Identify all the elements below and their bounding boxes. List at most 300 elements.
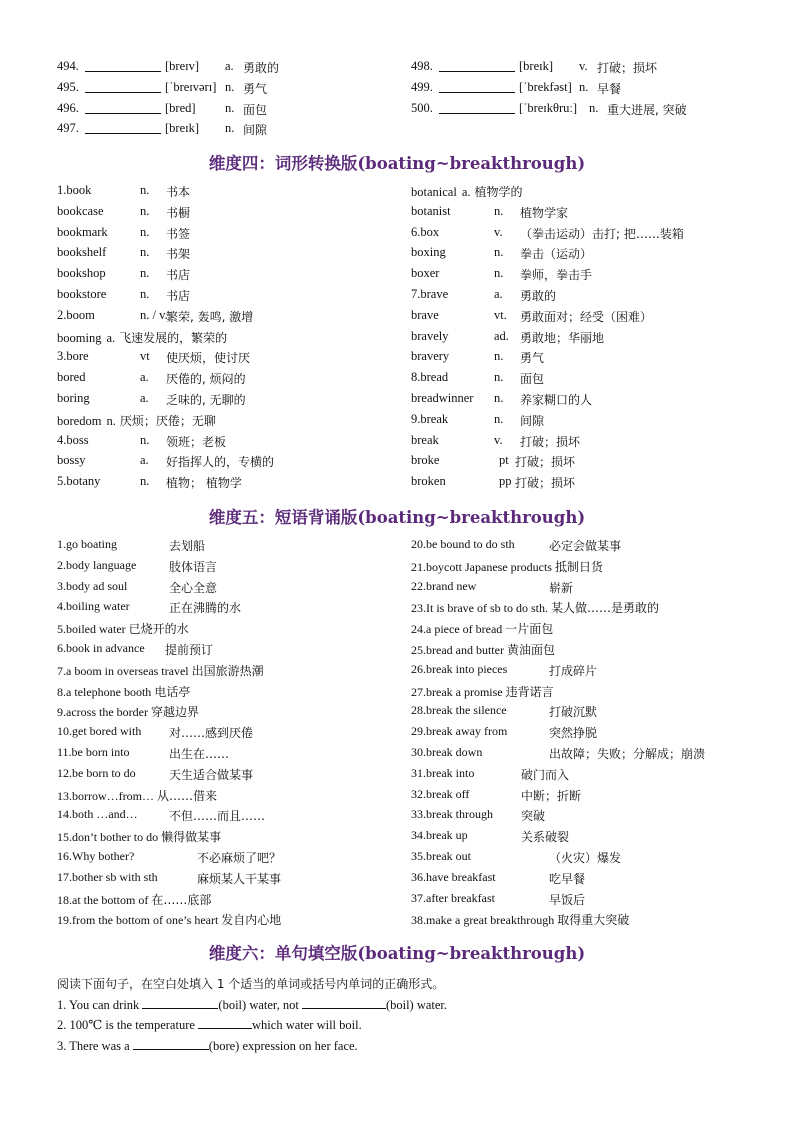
- phrase-english: 17.bother sb with sth: [57, 869, 158, 884]
- vocab-row: [57, 80, 407, 101]
- phrase-row: [411, 620, 761, 641]
- phrase-chinese: 违背诺言: [505, 684, 554, 699]
- phrase-row: [57, 870, 407, 891]
- phrase-row: [57, 724, 407, 745]
- exercise-instruction: 阅读下面句子，在空白处填入 1 个适当的单词或括号内单词的正确形式。: [57, 977, 445, 991]
- word-family-row: [57, 474, 407, 495]
- word: 9.break: [411, 411, 449, 426]
- meaning: 养家糊口的人: [520, 392, 593, 407]
- meaning: 拳击（运动）: [520, 247, 593, 262]
- answer-blank[interactable]: [85, 80, 161, 93]
- phrase-chinese: 突然挣脱: [549, 726, 598, 741]
- phrase-english: 27.break a promise: [411, 684, 503, 699]
- meaning: 拳师，拳击手: [520, 268, 593, 283]
- phrase-chinese: 出生在……: [169, 746, 230, 761]
- phrase-chinese: 某人做……是勇敢的: [551, 601, 660, 616]
- fill-in-exercise: [57, 975, 447, 1057]
- word: boring: [57, 390, 90, 405]
- word: boxing: [411, 245, 446, 260]
- word: boxer: [411, 266, 440, 281]
- phrase-english: 25.bread and butter: [411, 642, 504, 657]
- phrase-chinese: 提前预订: [165, 642, 214, 657]
- meaning: 书架: [166, 247, 191, 262]
- entry-number: 498.: [411, 59, 433, 73]
- word-family-row: [57, 433, 407, 454]
- part-of-speech: ad.: [494, 328, 509, 343]
- phrase-row: [411, 599, 761, 620]
- phrase-row: [411, 537, 761, 558]
- entry-number: 497.: [57, 121, 79, 136]
- phrase-row: [411, 558, 761, 579]
- meaning: 勇敢的: [243, 61, 280, 75]
- meaning: 书店: [166, 268, 191, 283]
- meaning: 厌倦的, 烦闷的: [166, 372, 246, 387]
- question-3-text-b: (bore) expression on her face.: [208, 1038, 358, 1053]
- word: 7.brave: [411, 286, 449, 301]
- phrase-english: 22.brand new: [411, 578, 477, 593]
- word-family-row: [411, 370, 761, 391]
- part-of-speech: n.: [494, 245, 504, 260]
- entry-number: 494.: [57, 59, 79, 73]
- word: botanist: [411, 203, 451, 218]
- phonetic: [ˈbrekfəst]: [519, 79, 572, 94]
- meaning: 植物学家: [520, 205, 569, 220]
- word: bookshop: [57, 266, 106, 281]
- meaning: 勇气: [520, 351, 545, 366]
- meaning: 好指挥人的，专横的: [166, 455, 275, 470]
- phrase-row: [411, 641, 761, 662]
- meaning: 间隙: [243, 123, 268, 138]
- section-5-title: 维度五：短语背诵版(boating~breakthrough): [208, 508, 586, 527]
- phrase-english: 29.break away from: [411, 724, 508, 739]
- part-of-speech: n.: [140, 266, 150, 281]
- vocab-row: [411, 59, 761, 80]
- phonetic: [breɪv]: [165, 59, 200, 73]
- phrase-row: [57, 745, 407, 766]
- word: bookcase: [57, 203, 104, 218]
- answer-blank[interactable]: [85, 121, 161, 134]
- meaning: 书橱: [166, 205, 191, 220]
- phrase-row: [411, 745, 761, 766]
- word: bookshelf: [57, 245, 107, 260]
- part-of-speech: n.: [140, 183, 150, 197]
- phrase-row: [57, 537, 407, 558]
- meaning: 乏味的, 无聊的: [166, 392, 246, 407]
- phrase-chinese: 电话亭: [154, 684, 191, 699]
- meaning: 领班；老板: [166, 434, 227, 449]
- phrase-row: [57, 662, 407, 683]
- phonetic: [breɪk]: [165, 121, 200, 136]
- meaning: 厌烦；厌倦；无聊: [119, 413, 216, 428]
- part-of-speech: n.: [494, 349, 504, 364]
- phrase-english: 16.Why bother?: [57, 848, 135, 863]
- phrase-row: [57, 683, 407, 704]
- word: break: [411, 432, 439, 447]
- phonetic: [ˈbreɪvərɪ]: [165, 79, 217, 94]
- phrase-row: [411, 911, 761, 932]
- part-of-speech: n.: [225, 79, 235, 94]
- phrase-english: 5.boiled water: [57, 622, 126, 637]
- question-2-text-a: 2. 100℃ is the temperature: [57, 1018, 195, 1033]
- part-of-speech: n.: [589, 100, 599, 115]
- part-of-speech: a.: [140, 390, 149, 405]
- vocab-table-left: [57, 59, 407, 142]
- phrase-chinese: 从……借来: [156, 788, 217, 803]
- part-of-speech: a.: [225, 59, 234, 73]
- phrase-row: [411, 787, 761, 808]
- phrase-english: 33.break through: [411, 807, 493, 822]
- word: 3.bore: [57, 349, 89, 364]
- word-family-row: [57, 329, 407, 350]
- phonetic: [bred]: [165, 100, 196, 115]
- word-family-row: [57, 453, 407, 474]
- entry-number: 500.: [411, 100, 433, 115]
- word: brave: [411, 307, 439, 322]
- phrase-chinese: 打成碎片: [549, 663, 598, 678]
- phrase-chinese: 出故障；失败；分解成；崩溃: [549, 746, 706, 761]
- phrase-english: 12.be born to do: [57, 765, 136, 780]
- word-family-row: [411, 266, 761, 287]
- meaning: 间隙: [520, 413, 545, 428]
- phrase-row: [411, 870, 761, 891]
- section-5-left: [57, 537, 407, 932]
- meaning: 勇敢地；华丽地: [520, 330, 605, 345]
- word-family-row: [411, 391, 761, 412]
- part-of-speech: a.: [461, 185, 471, 199]
- phrase-chinese: 已烧开的水: [128, 622, 189, 637]
- vocab-row: [411, 101, 761, 122]
- phrase-chinese: 穿越边界: [150, 705, 199, 720]
- word-family-row: [57, 245, 407, 266]
- word-family-row: [57, 183, 407, 204]
- part-of-speech: a.: [140, 453, 149, 468]
- phrase-english: 3.body ad soul: [57, 578, 128, 593]
- part-of-speech: n.: [225, 121, 235, 136]
- meaning: 勇气: [243, 81, 268, 96]
- phrase-english: 4.boiling water: [57, 599, 130, 614]
- phrase-row: [411, 662, 761, 683]
- word: 1.book: [57, 183, 92, 197]
- meaning: 书签: [166, 226, 191, 241]
- meaning: 使厌烦，使讨厌: [166, 351, 251, 366]
- question-1-text-a: 1. You can drink: [57, 997, 140, 1012]
- word-family-row: [411, 329, 761, 350]
- word-family-row: [411, 183, 761, 204]
- phrase-english: 9.across the border: [57, 705, 148, 720]
- phrase-english: 38.make a great breakthrough: [411, 913, 555, 928]
- word: bookstore: [57, 286, 107, 301]
- word-family-row: [411, 349, 761, 370]
- phrase-english: 32.break off: [411, 786, 470, 801]
- word-family-row: [57, 412, 407, 433]
- word: bravery: [411, 349, 450, 364]
- word-family-row: [57, 204, 407, 225]
- part-of-speech: a.: [494, 286, 503, 301]
- meaning: 勇敢的: [520, 288, 557, 303]
- phrase-row: [411, 703, 761, 724]
- part-of-speech: vt.: [494, 307, 507, 322]
- phrase-chinese: 必定会做某事: [549, 539, 622, 553]
- part-of-speech: n.: [494, 266, 504, 281]
- phrase-english: 2.body language: [57, 557, 137, 572]
- meaning: 飞速发展的，繁荣的: [119, 330, 228, 345]
- part-of-speech: n.: [225, 100, 235, 115]
- word-family-row: [57, 266, 407, 287]
- word-family-row: [411, 474, 761, 495]
- answer-blank[interactable]: [439, 101, 515, 114]
- phrase-chinese: （火灾）爆发: [549, 850, 622, 865]
- word: bookmark: [57, 224, 108, 239]
- phrase-chinese: 关系破裂: [521, 830, 570, 845]
- phrase-english: 15.don’t bother to do: [57, 830, 159, 845]
- word-family-row: [57, 308, 407, 329]
- phrase-english: 37.after breakfast: [411, 890, 495, 905]
- part-of-speech: n.: [140, 286, 150, 301]
- vocab-row: [57, 59, 407, 80]
- phrase-chinese: 不但……而且……: [169, 809, 266, 824]
- meaning: 重大进展, 突破: [607, 102, 687, 117]
- phrase-chinese: 出国旅游热潮: [191, 663, 264, 678]
- phrase-row: [57, 558, 407, 579]
- part-of-speech: pt: [499, 453, 509, 468]
- question-1: [57, 996, 447, 1017]
- meaning: 繁荣, 轰鸣, 激增: [166, 309, 254, 324]
- word-family-row: [57, 349, 407, 370]
- question-1-text-c: (boil) water.: [385, 997, 448, 1012]
- word: 6.box: [411, 224, 440, 239]
- phrase-english: 13.borrow…from…: [57, 788, 154, 803]
- phrase-chinese: 早饭后: [549, 892, 586, 907]
- phrase-row: [411, 766, 761, 787]
- part-of-speech: a.: [140, 370, 149, 385]
- word-family-row: [411, 245, 761, 266]
- word: bossy: [57, 453, 86, 468]
- section-5-right: [411, 537, 761, 932]
- phrase-row: [411, 807, 761, 828]
- question-3-text-a: 3. There was a: [57, 1038, 130, 1053]
- part-of-speech: v.: [494, 224, 503, 239]
- phrase-row: [57, 911, 407, 932]
- part-of-speech: n.: [494, 203, 504, 218]
- phrase-row: [57, 807, 407, 828]
- word-family-row: [411, 308, 761, 329]
- phrase-english: 34.break up: [411, 828, 468, 843]
- vocab-row: [411, 80, 761, 101]
- question-2-blank[interactable]: [198, 1016, 252, 1029]
- meaning: 打破；损坏: [597, 61, 658, 75]
- vocab-row: [57, 101, 407, 122]
- phrase-english: 35.break out: [411, 848, 471, 863]
- phrase-english: 11.be born into: [57, 744, 130, 759]
- phrase-chinese: 吃早餐: [549, 871, 586, 886]
- phrase-chinese: 打破沉默: [549, 705, 598, 720]
- word-family-row: [411, 453, 761, 474]
- phrase-english: 28.break the silence: [411, 703, 507, 718]
- phrase-chinese: 中断；折断: [521, 788, 582, 803]
- word-family-row: [411, 204, 761, 225]
- phrase-chinese: 正在沸腾的水: [169, 601, 242, 616]
- phrase-english: 8.a telephone booth: [57, 684, 152, 699]
- vocab-table-right: [411, 59, 761, 121]
- part-of-speech: n. / v.: [140, 307, 168, 322]
- phrase-english: 36.have breakfast: [411, 869, 496, 884]
- phrase-row: [57, 579, 407, 600]
- phrase-english: 30.break down: [411, 744, 483, 759]
- meaning: 书本: [166, 185, 191, 199]
- part-of-speech: a.: [106, 330, 116, 345]
- part-of-speech: n.: [494, 390, 504, 405]
- phrase-row: [411, 828, 761, 849]
- word-family-row: [57, 225, 407, 246]
- word-family-row: [57, 391, 407, 412]
- phrase-row: [57, 620, 407, 641]
- part-of-speech: v.: [494, 432, 503, 447]
- meaning: 面包: [520, 372, 545, 387]
- part-of-speech: n.: [106, 413, 116, 428]
- phonetic: [breɪk]: [519, 59, 554, 73]
- part-of-speech: v.: [579, 59, 588, 73]
- phrase-row: [57, 891, 407, 912]
- word: boredom: [57, 413, 102, 428]
- phrase-english: 24.a piece of bread: [411, 622, 503, 637]
- phrase-chinese: 取得重大突破: [557, 913, 630, 928]
- question-1-text-b: (boil) water, not: [218, 997, 299, 1012]
- phrase-english: 14.both …and…: [57, 807, 138, 822]
- phrase-row: [57, 641, 407, 662]
- section-4-left: [57, 183, 407, 495]
- phrase-chinese: 天生适合做某事: [169, 767, 254, 782]
- answer-blank[interactable]: [439, 80, 515, 93]
- phrase-chinese: 去划船: [169, 539, 206, 553]
- answer-blank[interactable]: [439, 59, 515, 72]
- phrase-chinese: 不必麻烦了吧？: [197, 850, 282, 865]
- phrase-chinese: 对……感到厌倦: [169, 726, 254, 741]
- phrase-chinese: 麻烦某人干某事: [197, 871, 282, 886]
- phrase-chinese: 崭新: [549, 580, 574, 595]
- word: broken: [411, 474, 446, 489]
- meaning: 书店: [166, 288, 191, 303]
- meaning: 打破；损坏: [515, 476, 576, 491]
- phrase-row: [57, 599, 407, 620]
- section-4-title: 维度四：词形转换版(boating~breakthrough): [208, 154, 586, 173]
- vocab-row: [57, 121, 407, 142]
- word: booming: [57, 330, 102, 345]
- phrase-row: [57, 766, 407, 787]
- meaning: 植物学的: [474, 185, 523, 199]
- word: botanical: [411, 185, 457, 199]
- word: bored: [57, 370, 86, 385]
- phrase-english: 31.break into: [411, 765, 475, 780]
- word-family-row: [411, 433, 761, 454]
- meaning: 早餐: [597, 81, 622, 96]
- phrase-chinese: 懒得做某事: [161, 830, 222, 845]
- part-of-speech: n.: [140, 245, 150, 260]
- meaning: （拳击运动）击打; 把……装箱: [520, 226, 684, 241]
- part-of-speech: n.: [579, 79, 589, 94]
- word-family-row: [411, 412, 761, 433]
- word: 2.boom: [57, 307, 95, 322]
- part-of-speech: n.: [140, 474, 150, 489]
- phrase-english: 20.be bound to do sth: [411, 537, 515, 551]
- answer-blank[interactable]: [85, 101, 161, 114]
- phrase-chinese: 黄油面包: [506, 642, 555, 657]
- meaning: 勇敢面对；经受（困难）: [520, 309, 653, 324]
- phrase-chinese: 破门而入: [521, 767, 570, 782]
- word-family-row: [411, 287, 761, 308]
- word: 5.botany: [57, 474, 101, 489]
- section-6-title: 维度六：单句填空版(boating~breakthrough): [208, 944, 586, 963]
- word: 8.bread: [411, 370, 449, 385]
- phrase-chinese: 全心全意: [169, 580, 218, 595]
- question-2-text-b: which water will boil.: [252, 1018, 362, 1033]
- part-of-speech: n.: [494, 370, 504, 385]
- question-1-blank-1[interactable]: [142, 996, 218, 1009]
- phonetic: [ˈbreɪkθruː]: [519, 100, 578, 115]
- entry-number: 496.: [57, 100, 79, 115]
- section-4-right: [411, 183, 761, 495]
- phrase-chinese: 在……底部: [151, 892, 212, 907]
- part-of-speech: vt: [140, 349, 150, 364]
- phrase-row: [57, 849, 407, 870]
- phrase-row: [411, 579, 761, 600]
- part-of-speech: n.: [140, 203, 150, 218]
- phrase-english: 7.a boom in overseas travel: [57, 663, 189, 678]
- phrase-row: [411, 891, 761, 912]
- phrase-row: [57, 787, 407, 808]
- phrase-chinese: 一片面包: [505, 622, 554, 637]
- question-2: [57, 1016, 447, 1037]
- word-family-row: [411, 225, 761, 246]
- question-1-blank-2[interactable]: [302, 996, 386, 1009]
- phrase-row: [57, 703, 407, 724]
- phrase-english: 23.It is brave of sb to do sth.: [411, 601, 548, 616]
- phrase-row: [411, 849, 761, 870]
- phrase-english: 18.at the bottom of: [57, 892, 149, 907]
- question-3-blank[interactable]: [133, 1037, 209, 1050]
- phrase-english: 26.break into pieces: [411, 661, 508, 676]
- phrase-english: 19.from the bottom of one’s heart: [57, 913, 219, 928]
- word-family-row: [57, 287, 407, 308]
- phrase-chinese: 突破: [521, 809, 546, 824]
- word: 4.boss: [57, 432, 89, 447]
- word: breadwinner: [411, 390, 474, 405]
- phrase-english: 10.get bored with: [57, 724, 142, 739]
- answer-blank[interactable]: [85, 59, 161, 72]
- phrase-row: [411, 724, 761, 745]
- phrase-chinese: 肢体语言: [169, 559, 218, 574]
- meaning: 面包: [243, 102, 268, 117]
- phrase-chinese: 抵制日货: [554, 559, 603, 574]
- phrase-english: 6.book in advance: [57, 640, 145, 655]
- phrase-english: 1.go boating: [57, 537, 117, 551]
- question-3: [57, 1037, 447, 1058]
- entry-number: 495.: [57, 79, 79, 94]
- meaning: 植物； 植物学: [166, 476, 242, 491]
- phrase-row: [411, 683, 761, 704]
- phrase-english: 21.boycott Japanese products: [411, 559, 552, 574]
- part-of-speech: n.: [140, 224, 150, 239]
- meaning: 打破；损坏: [520, 434, 581, 449]
- part-of-speech: pp: [499, 474, 512, 489]
- part-of-speech: n.: [494, 411, 504, 426]
- word-family-row: [57, 370, 407, 391]
- phrase-chinese: 发自内心地: [221, 913, 282, 928]
- entry-number: 499.: [411, 79, 433, 94]
- word: broke: [411, 453, 440, 468]
- word: bravely: [411, 328, 449, 343]
- meaning: 打破；损坏: [515, 455, 576, 470]
- part-of-speech: n.: [140, 432, 150, 447]
